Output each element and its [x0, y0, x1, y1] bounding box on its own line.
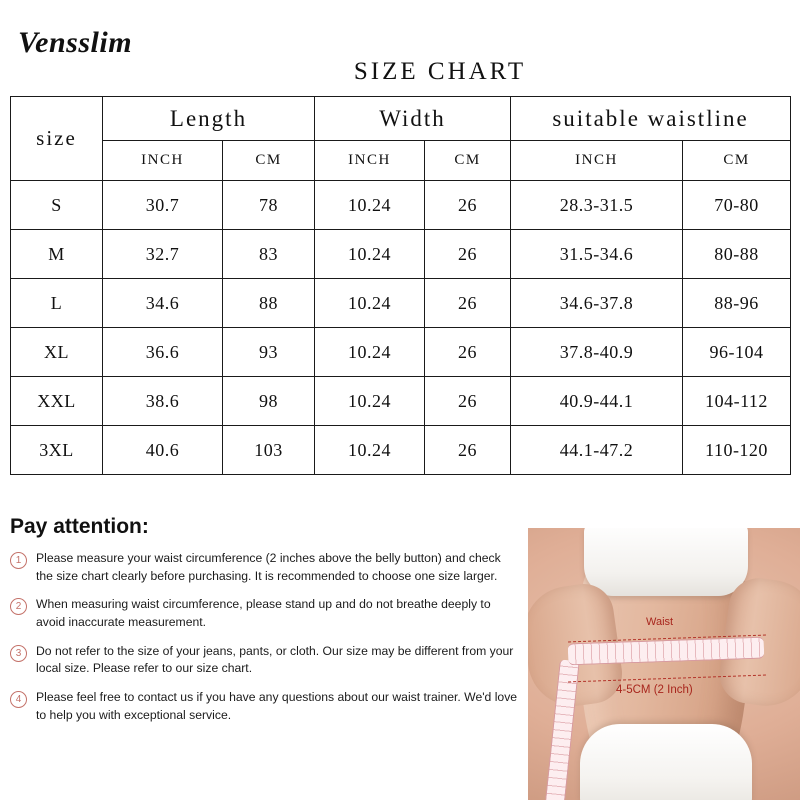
- cell-width-inch: 10.24: [315, 426, 425, 475]
- offset-label: 4-5CM (2 Inch): [616, 684, 693, 696]
- cell-length-inch: 38.6: [103, 377, 223, 426]
- cell-waist-inch: 28.3-31.5: [511, 181, 683, 230]
- cell-waist-cm: 110-120: [683, 426, 791, 475]
- cell-length-inch: 30.7: [103, 181, 223, 230]
- attention-heading: Pay attention:: [10, 515, 149, 538]
- cell-size: XL: [11, 328, 103, 377]
- table-header-group-row: [11, 97, 791, 141]
- cell-width-inch: 10.24: [315, 230, 425, 279]
- header-width-cm: CM: [425, 141, 511, 181]
- cell-width-inch: 10.24: [315, 279, 425, 328]
- list-item: [10, 550, 520, 585]
- note-number: 1: [10, 552, 27, 569]
- cell-size: 3XL: [11, 426, 103, 475]
- bra-garment: [584, 528, 748, 596]
- cell-size: L: [11, 279, 103, 328]
- cell-length-inch: 34.6: [103, 279, 223, 328]
- cell-length-cm: 78: [223, 181, 315, 230]
- size-chart-table: [10, 96, 791, 475]
- note-text: Do not refer to the size of your jeans, pants, or cloth. Our size may be different from your local size. Please refer to our size chart.: [36, 643, 514, 676]
- header-length-cm: CM: [223, 141, 315, 181]
- cell-waist-cm: 96-104: [683, 328, 791, 377]
- header-length: Length: [103, 97, 315, 141]
- cell-length-cm: 83: [223, 230, 315, 279]
- header-waist-cm: CM: [683, 141, 791, 181]
- cell-width-cm: 26: [425, 279, 511, 328]
- cell-size: M: [11, 230, 103, 279]
- table-row: [11, 426, 791, 475]
- note-number: 3: [10, 645, 27, 662]
- note-number: 2: [10, 598, 27, 615]
- underwear-garment: [580, 724, 752, 800]
- header-waistline: suitable waistline: [511, 97, 791, 141]
- attention-notes-list: [10, 550, 520, 736]
- header-size: size: [11, 97, 103, 181]
- cell-length-cm: 98: [223, 377, 315, 426]
- list-item: [10, 596, 520, 631]
- brand-logo: Vensslim: [18, 26, 133, 59]
- table-row: [11, 377, 791, 426]
- cell-length-cm: 93: [223, 328, 315, 377]
- cell-waist-inch: 34.6-37.8: [511, 279, 683, 328]
- note-text: Please feel free to contact us if you have any questions about our waist trainer. We'd love to help you with exceptional service.: [36, 690, 518, 722]
- cell-waist-inch: 44.1-47.2: [511, 426, 683, 475]
- cell-waist-cm: 70-80: [683, 181, 791, 230]
- size-chart-section: [10, 58, 790, 475]
- cell-width-inch: 10.24: [315, 377, 425, 426]
- waist-label: Waist: [646, 616, 674, 628]
- cell-size: S: [11, 181, 103, 230]
- cell-length-cm: 103: [223, 426, 315, 475]
- cell-width-cm: 26: [425, 230, 511, 279]
- cell-waist-cm: 80-88: [683, 230, 791, 279]
- cell-width-cm: 26: [425, 377, 511, 426]
- header-width-inch: INCH: [315, 141, 425, 181]
- cell-length-inch: 32.7: [103, 230, 223, 279]
- chart-title: SIZE CHART: [353, 58, 527, 85]
- note-text: Please measure your waist circumference (2 inches above the belly button) and check the size chart clearly before purchasing. It is recommended to choose one size larger.: [36, 551, 501, 583]
- list-item: [10, 689, 520, 724]
- waist-measurement-photo: [528, 528, 800, 800]
- list-item: [10, 643, 520, 678]
- cell-waist-inch: 31.5-34.6: [511, 230, 683, 279]
- table-row: [11, 230, 791, 279]
- note-number: 4: [10, 691, 27, 708]
- cell-width-inch: 10.24: [315, 181, 425, 230]
- cell-length-inch: 36.6: [103, 328, 223, 377]
- cell-length-inch: 40.6: [103, 426, 223, 475]
- table-row: [11, 279, 791, 328]
- table-header-unit-row: [11, 141, 791, 181]
- table-row: [11, 328, 791, 377]
- cell-width-cm: 26: [425, 426, 511, 475]
- cell-waist-cm: 88-96: [683, 279, 791, 328]
- header-waist-inch: INCH: [511, 141, 683, 181]
- cell-length-cm: 88: [223, 279, 315, 328]
- cell-waist-inch: 37.8-40.9: [511, 328, 683, 377]
- cell-waist-cm: 104-112: [683, 377, 791, 426]
- cell-size: XXL: [11, 377, 103, 426]
- header-width: Width: [315, 97, 511, 141]
- cell-width-cm: 26: [425, 328, 511, 377]
- header-length-inch: INCH: [103, 141, 223, 181]
- table-row: [11, 181, 791, 230]
- cell-width-inch: 10.24: [315, 328, 425, 377]
- cell-width-cm: 26: [425, 181, 511, 230]
- cell-waist-inch: 40.9-44.1: [511, 377, 683, 426]
- note-text: When measuring waist circumference, please stand up and do not breathe deeply to avoid inaccurate measurement.: [36, 597, 491, 630]
